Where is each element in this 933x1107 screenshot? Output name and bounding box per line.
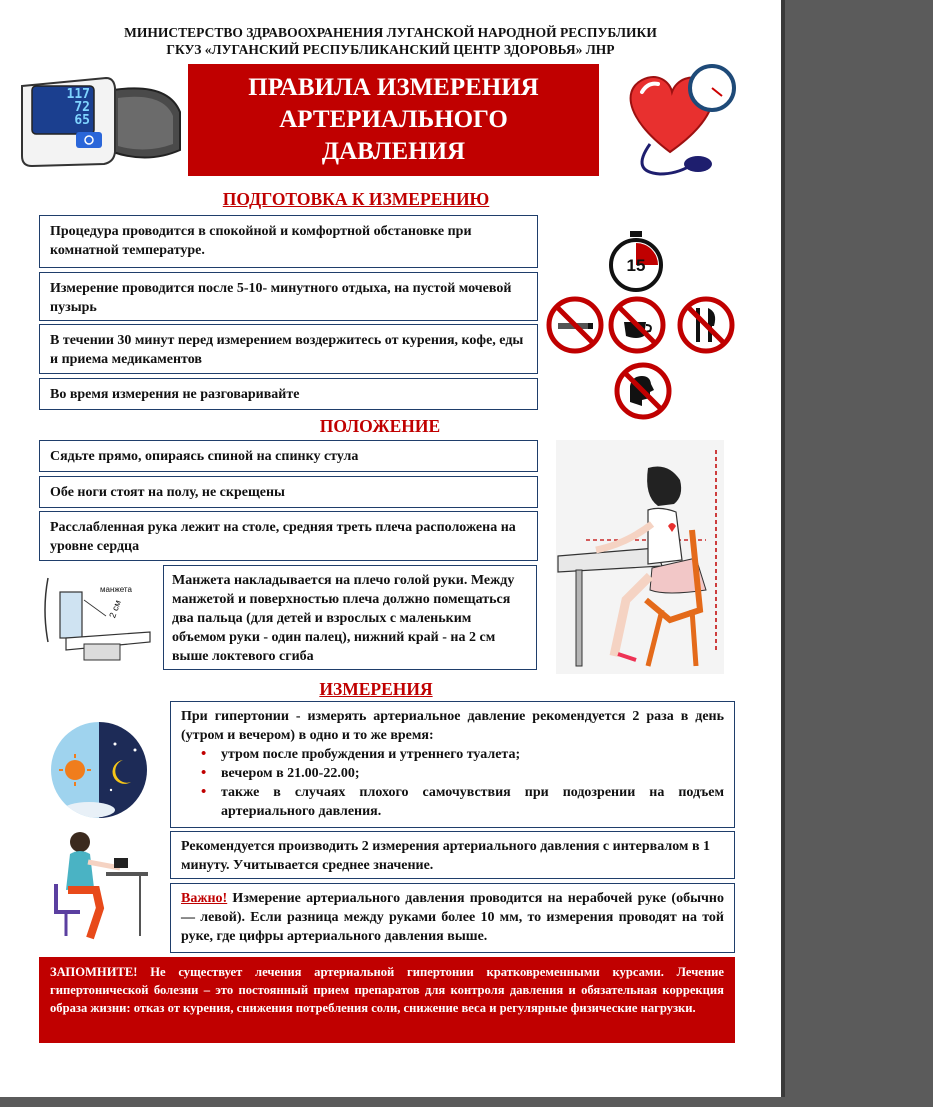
- tonometer-sys: 117: [66, 87, 90, 102]
- title-line-1: ПРАВИЛА ИЗМЕРЕНИЯ: [248, 74, 539, 101]
- title-line-2: АРТЕРИАЛЬНОГО: [279, 106, 508, 133]
- timer-label: 15: [626, 256, 646, 275]
- prep-item-4: Во время измерения не разговаривайте: [39, 378, 538, 410]
- list-item: • также в случаях плохого самочувствия при подозрении на подъем артериального давления.: [221, 783, 724, 821]
- no-food-icon: [676, 296, 736, 354]
- position-item-1: Сядьте прямо, опираясь спиной на спинку стула: [39, 440, 538, 472]
- woman-measuring-image: [50, 828, 150, 942]
- seated-posture-image: [556, 440, 724, 674]
- remember-label: ЗАПОМНИТЕ!: [50, 965, 138, 979]
- important-label: Важно!: [181, 891, 228, 906]
- ministry-line: МИНИСТЕРСТВО ЗДРАВООХРАНЕНИЯ ЛУГАНСКОЙ НАРОДНОЙ РЕСПУБЛИКИ: [124, 25, 657, 40]
- tonometer-pulse: 65: [74, 113, 90, 128]
- cuff-image-label: манжета: [100, 585, 132, 594]
- prep-item-3: В течении 30 минут перед измерением воздержитесь от курения, кофе, еды и приема медикаментов: [39, 324, 538, 374]
- position-item-3: Расслабленная рука лежит на столе, средняя треть плеча расположена на уровне сердца: [39, 511, 538, 561]
- cuff-image-size: 2 см: [107, 598, 123, 620]
- day-night-icon: [49, 720, 149, 820]
- list-item: • вечером в 21.00-22.00;: [221, 764, 724, 783]
- title-line-3: ДАВЛЕНИЯ: [321, 138, 466, 165]
- prep-item-2: Измерение проводится после 5-10- минутного отдыха, на пустой мочевой пузырь: [39, 272, 538, 321]
- important-box: [170, 883, 735, 953]
- position-item-2: Обе ноги стоят на полу, не скрещены: [39, 476, 538, 508]
- preparation-heading: ПОДГОТОВКА К ИЗМЕРЕНИЮ: [222, 189, 490, 209]
- cuff-instructions: Манжета накладывается на плечо голой руки. Между манжетой и поверхностью плеча должно помещаться два пальца (для детей и взрослых с маленьким объемом руки - один палец), нижний край - на 2 см выше локтевого сгиба: [163, 565, 537, 670]
- no-coffee-icon: [608, 296, 666, 354]
- hypertension-intro: При гипертонии - измерять артериальное давление рекомендуется 2 раза в день (утром и вечером) в одно и то же время:: [181, 709, 724, 743]
- twice-measurement-box: Рекомендуется производить 2 измерения артериального давления с интервалом в 1 минуту. Учитывается среднее значение.: [170, 831, 735, 879]
- tonometer-display: [34, 88, 90, 127]
- remember-text: Не существует лечения артериальной гипертонии кратковременными курсами. Лечение гипертонической болезни – это постоянный прием препаратов для контроля давления и обязательная коррекция образа жизни: отказ от курения, снижения потребления соли, снижение веса и регулярные физические нагрузки.: [50, 965, 724, 1015]
- no-smoking-icon: [546, 296, 604, 354]
- position-heading: ПОЛОЖЕНИЕ: [319, 416, 441, 436]
- page-title: [188, 64, 599, 176]
- prep-item-1: Процедура проводится в спокойной и комфортной обстановке при комнатной температуре.: [39, 215, 538, 268]
- hypertension-box: [170, 701, 735, 828]
- tonometer-dia: 72: [74, 100, 90, 115]
- important-text: Измерение артериального давления проводится на нерабочей руке (обычно — левой). Если разница между руками более 10 мм, то измерения проводят на той руке, где цифры артериального давления выше.: [181, 891, 724, 944]
- list-item: • утром после пробуждения и утреннего туалета;: [221, 745, 724, 764]
- heart-gauge-icon: [620, 62, 760, 182]
- cuff-placement-image: [40, 570, 158, 662]
- remember-banner: [39, 957, 735, 1043]
- tonometer-power-icon: [76, 132, 102, 148]
- no-talking-icon: [614, 362, 672, 420]
- center-line: ГКУЗ «ЛУГАНСКИЙ РЕСПУБЛИКАНСКИЙ ЦЕНТР ЗДОРОВЬЯ» ЛНР: [166, 42, 615, 57]
- ministry-header: [0, 24, 781, 58]
- measurement-times-list: [181, 745, 724, 821]
- measurements-heading: ИЗМЕРЕНИЯ: [319, 679, 433, 699]
